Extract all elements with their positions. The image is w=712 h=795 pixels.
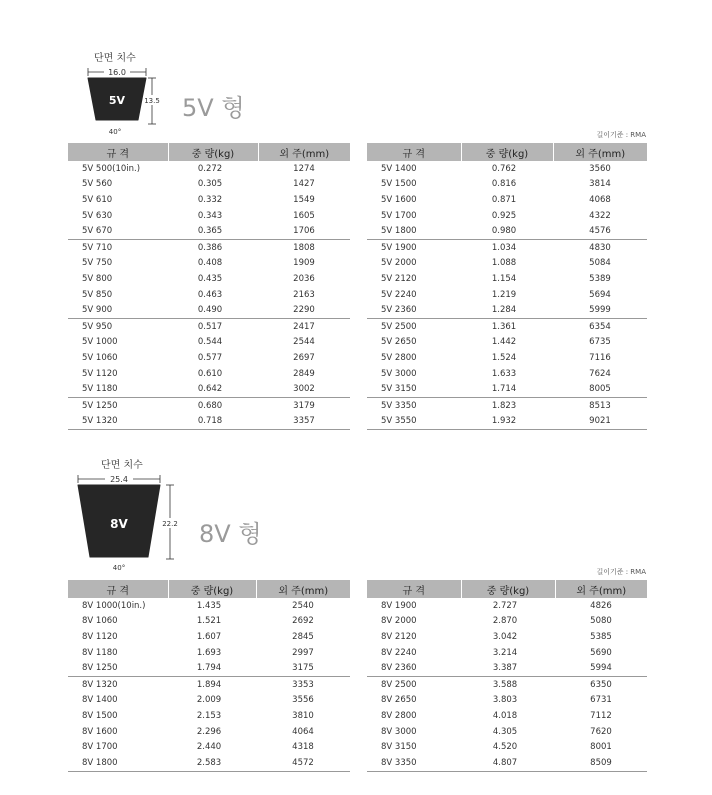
circumference-cell: 2849 <box>293 368 315 379</box>
width-dimension: 25.4 <box>110 475 128 484</box>
weight-cell: 0.816 <box>491 179 517 190</box>
spec-cell: 5V 750 <box>82 258 113 269</box>
table-row <box>68 335 350 351</box>
circumference-cell: 2544 <box>293 337 315 348</box>
spec-cell: 5V 3550 <box>367 414 461 430</box>
table-row <box>68 208 350 224</box>
spec-cell: 8V 1600 <box>82 726 118 737</box>
weight-cell: 1.435 <box>196 600 222 611</box>
table-row <box>367 645 647 661</box>
table-row <box>68 223 350 239</box>
weight-cell: 0.718 <box>168 414 258 430</box>
header-weight: 중 량(kg) <box>168 580 256 598</box>
table-row <box>367 366 647 382</box>
circumference-cell: 4068 <box>589 194 611 205</box>
table-row <box>367 755 647 771</box>
circumference-cell: 6350 <box>590 679 612 690</box>
spec-cell: 5V 1800 <box>367 223 461 239</box>
weight-cell: 4.807 <box>461 755 555 771</box>
circumference-cell: 4322 <box>589 210 611 221</box>
spec-cell: 8V 1120 <box>82 631 118 642</box>
length-standard-note: 길이기준 : RMA <box>596 568 646 576</box>
circumference-cell: 5994 <box>555 660 647 676</box>
circumference-cell: 1274 <box>293 163 315 174</box>
circumference-cell: 3179 <box>293 400 315 411</box>
section-title: 5V 형 <box>182 94 245 122</box>
spec-cell: 5V 850 <box>82 289 113 300</box>
table-row <box>68 676 350 692</box>
weight-cell: 3.042 <box>492 631 518 642</box>
spec-cell: 5V 3350 <box>381 400 417 411</box>
weight-cell: 0.408 <box>197 258 223 269</box>
weight-cell: 0.305 <box>197 179 223 190</box>
table-row <box>367 724 647 740</box>
spec-cell: 8V 2650 <box>381 695 417 706</box>
cross-section-label: 단면 치수 <box>94 53 136 64</box>
table-row <box>68 755 350 771</box>
weight-cell: 0.343 <box>197 210 223 221</box>
circumference-cell: 4830 <box>589 242 611 253</box>
weight-cell: 1.521 <box>196 616 222 627</box>
table-row <box>367 414 647 430</box>
spec-cell: 5V 1500 <box>381 179 417 190</box>
circumference-cell: 3002 <box>258 381 350 397</box>
spec-cell: 8V 1700 <box>82 742 118 753</box>
circumference-cell: 2997 <box>292 647 314 658</box>
weight-cell: 2.727 <box>492 600 518 611</box>
circumference-cell: 3175 <box>256 660 350 676</box>
profile-label: 5V <box>108 94 126 107</box>
circumference-cell: 7620 <box>590 726 612 737</box>
circumference-cell: 3810 <box>292 710 314 721</box>
header-weight: 중 량(kg) <box>461 143 553 161</box>
circumference-cell: 2692 <box>292 616 314 627</box>
spec-cell: 5V 900 <box>68 302 168 318</box>
table-row <box>68 302 350 318</box>
spec-cell: 5V 950 <box>82 321 113 332</box>
weight-cell: 1.894 <box>196 679 222 690</box>
circumference-cell: 5690 <box>590 647 612 658</box>
profile-label: 8V <box>110 517 128 531</box>
header-spec: 규 격 <box>367 580 461 598</box>
weight-cell: 3.803 <box>492 695 518 706</box>
weight-cell: 0.980 <box>461 223 553 239</box>
circumference-cell: 5084 <box>589 258 611 269</box>
spec-cell: 5V 1060 <box>82 352 118 363</box>
spec-cell: 8V 2000 <box>381 616 417 627</box>
spec-cell: 8V 1250 <box>68 660 168 676</box>
spec-table-5v-left <box>68 143 350 430</box>
table-row <box>367 318 647 334</box>
spec-cell: 8V 2360 <box>367 660 461 676</box>
circumference-cell: 5385 <box>590 631 612 642</box>
weight-cell: 1.693 <box>196 647 222 658</box>
circumference-cell: 2036 <box>293 273 315 284</box>
belt-8v-diagram <box>74 469 184 575</box>
table-row <box>367 397 647 413</box>
circumference-cell: 8509 <box>555 755 647 771</box>
circumference-cell: 5999 <box>553 302 647 318</box>
weight-cell: 1.607 <box>196 631 222 642</box>
table-row <box>68 381 350 397</box>
spec-cell: 8V 2500 <box>381 679 417 690</box>
table-row <box>367 223 647 239</box>
table-row <box>367 287 647 303</box>
spec-cell: 5V 2120 <box>381 273 417 284</box>
header-circumference: 외 주(mm) <box>256 580 350 598</box>
spec-cell: 8V 3150 <box>381 742 417 753</box>
table-row <box>367 271 647 287</box>
circumference-cell: 5389 <box>589 273 611 284</box>
weight-cell: 1.154 <box>491 273 517 284</box>
spec-cell: 5V 2800 <box>381 352 417 363</box>
spec-cell: 8V 1800 <box>68 755 168 771</box>
circumference-cell: 3556 <box>292 695 314 706</box>
spec-cell: 5V 1400 <box>381 163 417 174</box>
spec-cell: 5V 1120 <box>82 368 118 379</box>
circumference-cell: 3357 <box>258 414 350 430</box>
circumference-cell: 8513 <box>589 400 611 411</box>
table-row <box>68 614 350 630</box>
weight-cell: 1.219 <box>491 289 517 300</box>
weight-cell: 1.088 <box>491 258 517 269</box>
weight-cell: 1.284 <box>461 302 553 318</box>
spec-cell: 5V 1000 <box>82 337 118 348</box>
angle-label: 40° <box>108 128 122 136</box>
header-spec: 규 격 <box>68 143 168 161</box>
table-row <box>68 192 350 208</box>
spec-cell: 5V 670 <box>68 223 168 239</box>
weight-cell: 1.524 <box>491 352 517 363</box>
table-row <box>367 708 647 724</box>
table-row <box>367 335 647 351</box>
table-row <box>367 693 647 709</box>
spec-cell: 8V 1500 <box>82 710 118 721</box>
circumference-cell: 7116 <box>589 352 611 363</box>
table-row <box>367 239 647 255</box>
weight-cell: 1.794 <box>168 660 256 676</box>
weight-cell: 1.714 <box>461 381 553 397</box>
circumference-cell: 1427 <box>293 179 315 190</box>
table-row <box>68 177 350 193</box>
weight-cell: 1.034 <box>491 242 517 253</box>
spec-cell: 5V 2500 <box>381 321 417 332</box>
table-row <box>367 192 647 208</box>
table-row <box>367 256 647 272</box>
header-weight: 중 량(kg) <box>168 143 258 161</box>
spec-cell: 5V 1250 <box>82 400 118 411</box>
spec-cell: 5V 560 <box>82 179 113 190</box>
weight-cell: 3.214 <box>492 647 518 658</box>
spec-cell: 8V 2120 <box>381 631 417 642</box>
weight-cell: 0.272 <box>197 163 223 174</box>
header-weight: 중 량(kg) <box>461 580 555 598</box>
spec-cell: 5V 2360 <box>367 302 461 318</box>
table-row <box>68 645 350 661</box>
spec-table-8v-right <box>367 580 647 772</box>
table-row <box>68 598 350 614</box>
spec-cell: 5V 800 <box>82 273 113 284</box>
spec-cell: 5V 630 <box>82 210 113 221</box>
height-dimension: 13.5 <box>144 97 160 105</box>
table-row <box>68 660 350 676</box>
spec-cell: 8V 1400 <box>82 695 118 706</box>
spec-cell: 5V 1700 <box>381 210 417 221</box>
spec-cell: 5V 2650 <box>381 337 417 348</box>
spec-cell: 5V 1900 <box>381 242 417 253</box>
table-row <box>367 302 647 318</box>
weight-cell: 0.386 <box>197 242 223 253</box>
spec-cell: 8V 1000(10in.) <box>82 600 146 611</box>
table-row <box>367 676 647 692</box>
weight-cell: 1.633 <box>491 368 517 379</box>
header-circumference: 외 주(mm) <box>553 143 647 161</box>
circumference-cell: 2163 <box>293 289 315 300</box>
circumference-cell: 2417 <box>293 321 315 332</box>
angle-label: 40° <box>112 564 126 572</box>
weight-cell: 2.153 <box>196 710 222 721</box>
spec-cell: 5V 1320 <box>68 414 168 430</box>
table-row <box>367 660 647 676</box>
circumference-cell: 4576 <box>553 223 647 239</box>
spec-cell: 5V 1180 <box>68 381 168 397</box>
weight-cell: 0.610 <box>197 368 223 379</box>
spec-cell: 5V 2240 <box>381 289 417 300</box>
spec-cell: 8V 2240 <box>381 647 417 658</box>
weight-cell: 0.463 <box>197 289 223 300</box>
circumference-cell: 4572 <box>256 755 350 771</box>
spec-cell: 5V 610 <box>82 194 113 205</box>
table-row <box>68 239 350 255</box>
weight-cell: 0.762 <box>491 163 517 174</box>
table-row <box>68 397 350 413</box>
weight-cell: 0.871 <box>491 194 517 205</box>
spec-cell: 8V 1320 <box>82 679 118 690</box>
circumference-cell: 1706 <box>258 223 350 239</box>
table-row <box>367 161 647 177</box>
spec-cell: 8V 1060 <box>82 616 118 627</box>
spec-cell: 5V 500(10in.) <box>82 163 141 174</box>
table-row <box>367 350 647 366</box>
table-row <box>68 414 350 430</box>
header-spec: 규 격 <box>367 143 461 161</box>
header-spec: 규 격 <box>68 580 168 598</box>
spec-table-5v-right <box>367 143 647 430</box>
weight-cell: 0.925 <box>491 210 517 221</box>
circumference-cell: 2845 <box>292 631 314 642</box>
weight-cell: 2.440 <box>196 742 222 753</box>
table-row <box>367 381 647 397</box>
weight-cell: 2.296 <box>196 726 222 737</box>
circumference-cell: 6735 <box>589 337 611 348</box>
table-row <box>68 739 350 755</box>
weight-cell: 2.009 <box>196 695 222 706</box>
weight-cell: 3.588 <box>492 679 518 690</box>
spec-cell: 8V 2800 <box>381 710 417 721</box>
spec-cell: 5V 2000 <box>381 258 417 269</box>
circumference-cell: 4826 <box>590 600 612 611</box>
table-row <box>68 287 350 303</box>
header-circumference: 외 주(mm) <box>258 143 350 161</box>
spec-cell: 5V 3000 <box>381 368 417 379</box>
circumference-cell: 9021 <box>553 414 647 430</box>
weight-cell: 1.361 <box>491 321 517 332</box>
circumference-cell: 3560 <box>589 163 611 174</box>
weight-cell: 0.490 <box>168 302 258 318</box>
table-row <box>68 366 350 382</box>
section-title: 8V 형 <box>199 520 262 548</box>
weight-cell: 0.435 <box>197 273 223 284</box>
table-row <box>68 629 350 645</box>
circumference-cell: 7624 <box>589 368 611 379</box>
table-row <box>367 598 647 614</box>
circumference-cell: 6354 <box>589 321 611 332</box>
circumference-cell: 2697 <box>293 352 315 363</box>
weight-cell: 2.583 <box>168 755 256 771</box>
header-circumference: 외 주(mm) <box>555 580 647 598</box>
table-row <box>68 708 350 724</box>
table-row <box>367 739 647 755</box>
circumference-cell: 1909 <box>293 258 315 269</box>
weight-cell: 4.018 <box>492 710 518 721</box>
weight-cell: 0.544 <box>197 337 223 348</box>
circumference-cell: 5080 <box>590 616 612 627</box>
spec-cell: 8V 3000 <box>381 726 417 737</box>
table-row <box>367 614 647 630</box>
table-row <box>68 271 350 287</box>
weight-cell: 0.680 <box>197 400 223 411</box>
spec-cell: 8V 1180 <box>82 647 118 658</box>
spec-table-8v-left <box>68 580 350 772</box>
weight-cell: 4.305 <box>492 726 518 737</box>
spec-cell: 5V 3150 <box>367 381 461 397</box>
table-row <box>68 318 350 334</box>
table-row <box>367 208 647 224</box>
circumference-cell: 3353 <box>292 679 314 690</box>
height-dimension: 22.2 <box>162 520 178 528</box>
circumference-cell: 2290 <box>258 302 350 318</box>
table-row <box>367 629 647 645</box>
circumference-cell: 5694 <box>589 289 611 300</box>
circumference-cell: 8001 <box>590 742 612 753</box>
table-row <box>68 256 350 272</box>
circumference-cell: 4318 <box>292 742 314 753</box>
table-row <box>68 693 350 709</box>
weight-cell: 0.365 <box>168 223 258 239</box>
circumference-cell: 2540 <box>292 600 314 611</box>
circumference-cell: 1808 <box>293 242 315 253</box>
circumference-cell: 3814 <box>589 179 611 190</box>
table-row <box>367 177 647 193</box>
spec-cell: 8V 3350 <box>367 755 461 771</box>
weight-cell: 2.870 <box>492 616 518 627</box>
weight-cell: 1.823 <box>491 400 517 411</box>
cross-section-label: 단면 치수 <box>101 460 143 471</box>
weight-cell: 0.577 <box>197 352 223 363</box>
table-row <box>68 724 350 740</box>
spec-cell: 5V 1600 <box>381 194 417 205</box>
circumference-cell: 8005 <box>553 381 647 397</box>
circumference-cell: 1605 <box>293 210 315 221</box>
table-row <box>68 161 350 177</box>
table-row <box>68 350 350 366</box>
width-dimension: 16.0 <box>108 68 126 77</box>
circumference-cell: 4064 <box>292 726 314 737</box>
weight-cell: 1.932 <box>461 414 553 430</box>
circumference-cell: 7112 <box>590 710 612 721</box>
belt-5v-diagram <box>82 62 172 138</box>
weight-cell: 0.332 <box>197 194 223 205</box>
circumference-cell: 1549 <box>293 194 315 205</box>
spec-cell: 5V 710 <box>82 242 113 253</box>
weight-cell: 0.642 <box>168 381 258 397</box>
length-standard-note: 길이기준 : RMA <box>596 131 646 139</box>
weight-cell: 0.517 <box>197 321 223 332</box>
circumference-cell: 6731 <box>590 695 612 706</box>
spec-cell: 8V 1900 <box>381 600 417 611</box>
weight-cell: 1.442 <box>491 337 517 348</box>
weight-cell: 3.387 <box>461 660 555 676</box>
weight-cell: 4.520 <box>492 742 518 753</box>
